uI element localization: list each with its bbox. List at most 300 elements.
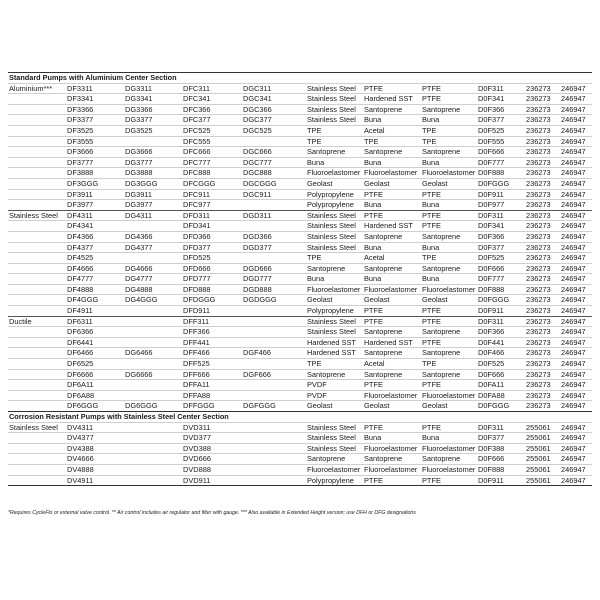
table-cell: DFF525	[182, 359, 242, 370]
table-cell: TPE	[421, 125, 477, 136]
table-cell: Santoprene	[363, 327, 421, 338]
table-cell: D0FGGG	[477, 295, 525, 306]
table-cell: DF3911	[66, 189, 124, 200]
empty-cell	[8, 369, 66, 380]
footnote: *Requires CycleFlo or external valve control. ** Air control includes air regulator and filter with gauge. *** Also available in Extended Height version; use DFH or DFG designations	[8, 510, 416, 516]
table-cell: D0F525	[477, 253, 525, 264]
table-cell: Geolast	[363, 178, 421, 189]
empty-cell	[8, 200, 66, 211]
table-cell: 246947	[560, 189, 592, 200]
table-cell: DFC555	[182, 136, 242, 147]
table-row	[8, 253, 592, 264]
table-cell: D0F377	[477, 242, 525, 253]
table-cell: 246947	[560, 221, 592, 232]
table-cell: D0F666	[477, 369, 525, 380]
table-cell: DVD377	[182, 433, 242, 444]
table-cell: DF4366	[66, 231, 124, 242]
table-cell: DFD525	[182, 253, 242, 264]
table-cell: 246947	[560, 104, 592, 115]
table-cell: Fluoroelastomer	[422, 443, 476, 453]
table-cell: D0FA88	[477, 390, 525, 401]
empty-cell	[8, 242, 66, 253]
table-cell: Santoprene	[421, 104, 477, 115]
table-cell	[124, 253, 182, 264]
empty-cell	[8, 390, 66, 401]
table-cell: DGC341	[242, 94, 306, 105]
table-row	[8, 464, 592, 475]
table-cell: Stainless Steel	[306, 242, 363, 253]
table-cell: DF4377	[66, 242, 124, 253]
table-cell: DG3341	[124, 94, 182, 105]
table-cell: Santoprene	[421, 327, 477, 338]
empty-cell	[8, 221, 66, 232]
table-cell: 236273	[525, 83, 560, 94]
table-cell	[242, 443, 306, 454]
table-cell: Fluoroelastomer	[363, 284, 421, 295]
table-cell: Hardened SST	[306, 337, 363, 348]
table-cell	[242, 221, 306, 232]
table-cell: TPE	[306, 125, 363, 136]
table-cell	[242, 380, 306, 391]
table-cell: DV4311	[66, 422, 124, 433]
table-cell: DVD311	[182, 422, 242, 433]
table-cell: PVDF	[306, 380, 363, 391]
table-cell: Santoprene	[363, 454, 421, 465]
table-cell: DFD666	[182, 263, 242, 274]
table-cell: 236273	[525, 380, 560, 391]
table-cell: DG3777	[124, 157, 182, 168]
table-cell: Hardened SST	[363, 337, 421, 348]
table-cell: Buna	[421, 274, 477, 285]
table-cell: DF4311	[66, 210, 124, 221]
table-cell: Santoprene	[421, 454, 477, 465]
table-cell	[124, 337, 182, 348]
table-cell: Buna	[306, 157, 363, 168]
table-cell: 246947	[560, 200, 592, 211]
empty-cell	[8, 443, 66, 454]
table-row	[8, 380, 592, 391]
table-row	[8, 348, 592, 359]
table-cell: Fluoroelastomer	[363, 464, 421, 475]
table-cell	[242, 390, 306, 401]
table-cell: 236273	[525, 115, 560, 126]
empty-cell	[8, 327, 66, 338]
table-cell: D0F377	[477, 115, 525, 126]
table-cell	[124, 475, 182, 485]
table-cell: D0F888	[477, 284, 525, 295]
table-cell: DFD341	[182, 221, 242, 232]
table-cell: Fluoroelastomer	[363, 443, 421, 454]
table-cell: 246947	[560, 306, 592, 317]
table-cell: Buna	[363, 115, 421, 126]
table-cell: DFC525	[182, 125, 242, 136]
table-cell: Santoprene	[363, 104, 421, 115]
table-cell: 236273	[525, 157, 560, 168]
table-cell: 246947	[560, 401, 592, 412]
empty-cell	[8, 380, 66, 391]
table-cell: PTFE	[421, 422, 477, 433]
table-cell: DFD366	[182, 231, 242, 242]
table-row	[8, 104, 592, 115]
table-cell: 236273	[525, 94, 560, 105]
table-cell: DG3911	[124, 189, 182, 200]
table-cell: Acetal	[363, 253, 421, 264]
table-cell: 236273	[525, 210, 560, 221]
table-cell: 246947	[560, 242, 592, 253]
table-cell: DV4388	[66, 443, 124, 454]
table-cell: DGC525	[242, 125, 306, 136]
table-cell: 236273	[525, 263, 560, 274]
empty-cell	[8, 189, 66, 200]
empty-cell	[8, 115, 66, 126]
table-cell: DG4377	[124, 242, 182, 253]
table-cell: DG6GGG	[124, 401, 182, 412]
table-cell: Santoprene	[421, 263, 477, 274]
table-row	[8, 242, 592, 253]
empty-cell	[8, 147, 66, 158]
table-cell: DG4311	[124, 210, 182, 221]
table-cell: D0F311	[477, 422, 525, 433]
table-cell	[242, 359, 306, 370]
table-cell	[124, 380, 182, 391]
empty-cell	[8, 295, 66, 306]
table-cell: DG6666	[124, 369, 182, 380]
table-cell: D0F977	[477, 200, 525, 211]
table-cell: Polypropylene	[306, 200, 363, 211]
table-cell: D0F525	[477, 125, 525, 136]
table-cell: Polypropylene	[306, 475, 363, 485]
pump-model-table	[8, 72, 592, 485]
table-cell: D0F377	[477, 433, 525, 444]
table-cell	[242, 306, 306, 317]
table-cell: 255061	[525, 433, 560, 444]
table-cell: D0F777	[477, 157, 525, 168]
table-cell: DGDGGG	[242, 295, 306, 306]
table-row	[8, 306, 592, 317]
table-cell: DF6525	[66, 359, 124, 370]
table-cell: DFFA11	[182, 380, 242, 391]
table-cell: DG3977	[124, 200, 182, 211]
table-cell: 236273	[525, 390, 560, 401]
table-cell: PTFE	[421, 189, 477, 200]
table-cell: 236273	[525, 147, 560, 158]
empty-cell	[8, 401, 66, 412]
table-cell: 236273	[525, 316, 560, 327]
table-row	[8, 231, 592, 242]
table-cell: 246947	[560, 433, 592, 444]
table-cell: Geolast	[421, 401, 477, 412]
table-cell: Stainless Steel	[306, 327, 363, 338]
table-cell: D0F888	[477, 464, 525, 475]
table-cell: PTFE	[363, 422, 421, 433]
table-cell: Fluoroelastomer	[422, 464, 476, 474]
table-cell: Stainless Steel	[306, 221, 363, 232]
table-row	[8, 284, 592, 295]
table-cell: 236273	[525, 284, 560, 295]
table-cell: DV4888	[66, 464, 124, 475]
table-cell: DG3525	[124, 125, 182, 136]
table-cell: Fluoroelastomer	[306, 168, 363, 179]
table-cell	[124, 316, 182, 327]
table-cell: DGD888	[242, 284, 306, 295]
table-cell: DG4666	[124, 263, 182, 274]
table-cell: 236273	[525, 306, 560, 317]
table-cell: 236273	[525, 125, 560, 136]
table-cell: PTFE	[421, 316, 477, 327]
table-cell: 246947	[560, 422, 592, 433]
table-cell: DG6466	[124, 348, 182, 359]
table-cell: DG4888	[124, 284, 182, 295]
table-cell: DFCGGG	[182, 178, 242, 189]
table-row	[8, 136, 592, 147]
table-cell: 236273	[525, 221, 560, 232]
table-row	[8, 178, 592, 189]
table-cell	[242, 136, 306, 147]
table-cell: Fluoroelastomer	[306, 464, 363, 475]
table-cell: Fluoroelastomer	[422, 284, 476, 294]
table-cell: DG3GGG	[124, 178, 182, 189]
table-cell: 246947	[560, 337, 592, 348]
table-row	[8, 443, 592, 454]
table-cell: Santoprene	[421, 369, 477, 380]
table-cell: PTFE	[421, 306, 477, 317]
section-header	[8, 412, 592, 423]
table-cell: 255061	[525, 464, 560, 475]
table-cell: DFFA88	[182, 390, 242, 401]
empty-cell	[8, 274, 66, 285]
table-cell: 236273	[525, 401, 560, 412]
table-cell: DF6466	[66, 348, 124, 359]
table-cell: DFF466	[182, 348, 242, 359]
table-cell: DG4777	[124, 274, 182, 285]
table-cell: DF3GGG	[66, 178, 124, 189]
table-cell: D0F666	[477, 263, 525, 274]
table-cell: DG4366	[124, 231, 182, 242]
table-cell: DF6A11	[66, 380, 124, 391]
table-cell: DF3555	[66, 136, 124, 147]
table-cell	[242, 327, 306, 338]
table-cell: DGF466	[242, 348, 306, 359]
table-cell: Stainless Steel	[306, 443, 363, 454]
table-cell: DFD888	[182, 284, 242, 295]
table-cell	[124, 221, 182, 232]
table-cell: Santoprene	[306, 263, 363, 274]
table-cell: Santoprene	[363, 263, 421, 274]
table-cell: 246947	[560, 390, 592, 401]
table-cell: 246947	[560, 274, 592, 285]
table-cell: Acetal	[363, 359, 421, 370]
table-cell: DFC777	[182, 157, 242, 168]
table-cell: 246947	[560, 115, 592, 126]
table-cell: 246947	[560, 475, 592, 485]
table-cell: DFC377	[182, 115, 242, 126]
table-row	[8, 274, 592, 285]
table-cell: Santoprene	[421, 147, 477, 158]
table-cell: 246947	[560, 327, 592, 338]
table-cell: DF4666	[66, 263, 124, 274]
table-cell: DGC666	[242, 147, 306, 158]
table-cell: 236273	[525, 369, 560, 380]
table-cell: Stainless Steel	[306, 433, 363, 444]
table-cell: D0F666	[477, 454, 525, 465]
table-cell: DFD911	[182, 306, 242, 317]
table-cell	[124, 433, 182, 444]
table-cell: DGD666	[242, 263, 306, 274]
table-cell	[124, 327, 182, 338]
table-cell: Geolast	[363, 401, 421, 412]
empty-cell	[8, 454, 66, 465]
table-row	[8, 157, 592, 168]
table-cell: DGD377	[242, 242, 306, 253]
table-cell: Polypropylene	[306, 189, 363, 200]
table-row	[8, 221, 592, 232]
table-cell: D0F525	[477, 359, 525, 370]
table-cell: D0F366	[477, 104, 525, 115]
table-cell: 246947	[560, 316, 592, 327]
table-cell: Geolast	[306, 178, 363, 189]
table-cell: DGD311	[242, 210, 306, 221]
table-cell	[242, 433, 306, 444]
table-cell: TPE	[363, 136, 421, 147]
table-cell	[242, 253, 306, 264]
material-group-label: Stainless Steel	[8, 422, 66, 433]
table-cell: DF3311	[66, 83, 124, 94]
table-cell: D0F311	[477, 316, 525, 327]
table-cell: DF4911	[66, 306, 124, 317]
table-cell: DF3341	[66, 94, 124, 105]
table-cell: 246947	[560, 295, 592, 306]
table-cell: DF4777	[66, 274, 124, 285]
table-cell: D0F911	[477, 189, 525, 200]
table-row	[8, 168, 592, 179]
table-cell: Geolast	[306, 295, 363, 306]
table-cell: 236273	[525, 348, 560, 359]
empty-cell	[8, 168, 66, 179]
table-cell	[242, 422, 306, 433]
empty-cell	[8, 306, 66, 317]
table-cell: DF4525	[66, 253, 124, 264]
table-cell: Geolast	[421, 295, 477, 306]
empty-cell	[8, 337, 66, 348]
table-cell: Stainless Steel	[306, 316, 363, 327]
table-cell: 246947	[560, 380, 592, 391]
table-cell: D0F466	[477, 348, 525, 359]
table-cell: DGD777	[242, 274, 306, 285]
empty-cell	[8, 433, 66, 444]
table-cell: 236273	[525, 359, 560, 370]
table-cell: DV4911	[66, 475, 124, 485]
table-cell	[124, 422, 182, 433]
table-cell: Fluoroelastomer	[422, 168, 476, 178]
table-cell: Stainless Steel	[306, 83, 363, 94]
table-cell: 236273	[525, 189, 560, 200]
table-cell: Fluoroelastomer	[363, 168, 421, 179]
table-cell: Geolast	[306, 401, 363, 412]
table-cell: 236273	[525, 274, 560, 285]
section-title: Corrosion Resistant Pumps with Stainless Steel Center Section	[8, 412, 592, 423]
table-cell: DGF666	[242, 369, 306, 380]
table-cell: DGCGGG	[242, 178, 306, 189]
table-cell: Acetal	[363, 125, 421, 136]
table-cell: D0F366	[477, 327, 525, 338]
empty-cell	[8, 125, 66, 136]
empty-cell	[8, 475, 66, 485]
table-cell: D0F311	[477, 210, 525, 221]
table-cell: D0F366	[477, 231, 525, 242]
empty-cell	[8, 263, 66, 274]
material-group-label: Stainless Steel	[8, 210, 66, 221]
table-cell: D0F911	[477, 475, 525, 485]
table-cell: Buna	[306, 274, 363, 285]
table-cell: Stainless Steel	[306, 94, 363, 105]
table-cell: DGD366	[242, 231, 306, 242]
table-cell: DFC366	[182, 104, 242, 115]
empty-cell	[8, 231, 66, 242]
table-cell: PTFE	[421, 83, 477, 94]
table-cell: DV4666	[66, 454, 124, 465]
table-cell: DFF311	[182, 316, 242, 327]
table-cell: 255061	[525, 454, 560, 465]
table-row	[8, 327, 592, 338]
table-cell: 236273	[525, 104, 560, 115]
table-cell	[124, 359, 182, 370]
table-cell: Buna	[363, 200, 421, 211]
table-cell: DG3366	[124, 104, 182, 115]
table-cell: PTFE	[421, 210, 477, 221]
table-cell: DF4GGG	[66, 295, 124, 306]
table-cell: Santoprene	[306, 369, 363, 380]
table-cell: 236273	[525, 178, 560, 189]
table-cell: DVD388	[182, 443, 242, 454]
table-cell: Buna	[363, 157, 421, 168]
table-row	[8, 115, 592, 126]
empty-cell	[8, 284, 66, 295]
table-cell: DF3525	[66, 125, 124, 136]
table-cell: D0FA11	[477, 380, 525, 391]
table-cell: DFF666	[182, 369, 242, 380]
table-cell: 246947	[560, 83, 592, 94]
table-cell: DVD911	[182, 475, 242, 485]
table-cell: 246947	[560, 454, 592, 465]
table-cell: 236273	[525, 337, 560, 348]
table-row	[8, 295, 592, 306]
table-cell: DFC888	[182, 168, 242, 179]
table-cell: DGC311	[242, 83, 306, 94]
table-cell: DF6441	[66, 337, 124, 348]
table-cell: Fluoroelastomer	[306, 284, 363, 295]
table-cell: DFF366	[182, 327, 242, 338]
table-cell: DFFGGG	[182, 401, 242, 412]
table-cell: Buna	[421, 115, 477, 126]
table-cell: PTFE	[421, 221, 477, 232]
table-row	[8, 359, 592, 370]
table-row	[8, 390, 592, 401]
empty-cell	[8, 348, 66, 359]
table-cell	[242, 200, 306, 211]
table-cell: PTFE	[363, 210, 421, 221]
table-row	[8, 316, 592, 327]
table-cell: DFC311	[182, 83, 242, 94]
table-cell	[242, 454, 306, 465]
table-cell: DFDGGG	[182, 295, 242, 306]
table-cell: PTFE	[363, 306, 421, 317]
table-cell: D0F555	[477, 136, 525, 147]
table-cell: Fluoroelastomer	[363, 390, 421, 401]
table-cell: 255061	[525, 422, 560, 433]
table-cell: D0F888	[477, 168, 525, 179]
table-row	[8, 210, 592, 221]
table-end-rule	[8, 485, 592, 486]
